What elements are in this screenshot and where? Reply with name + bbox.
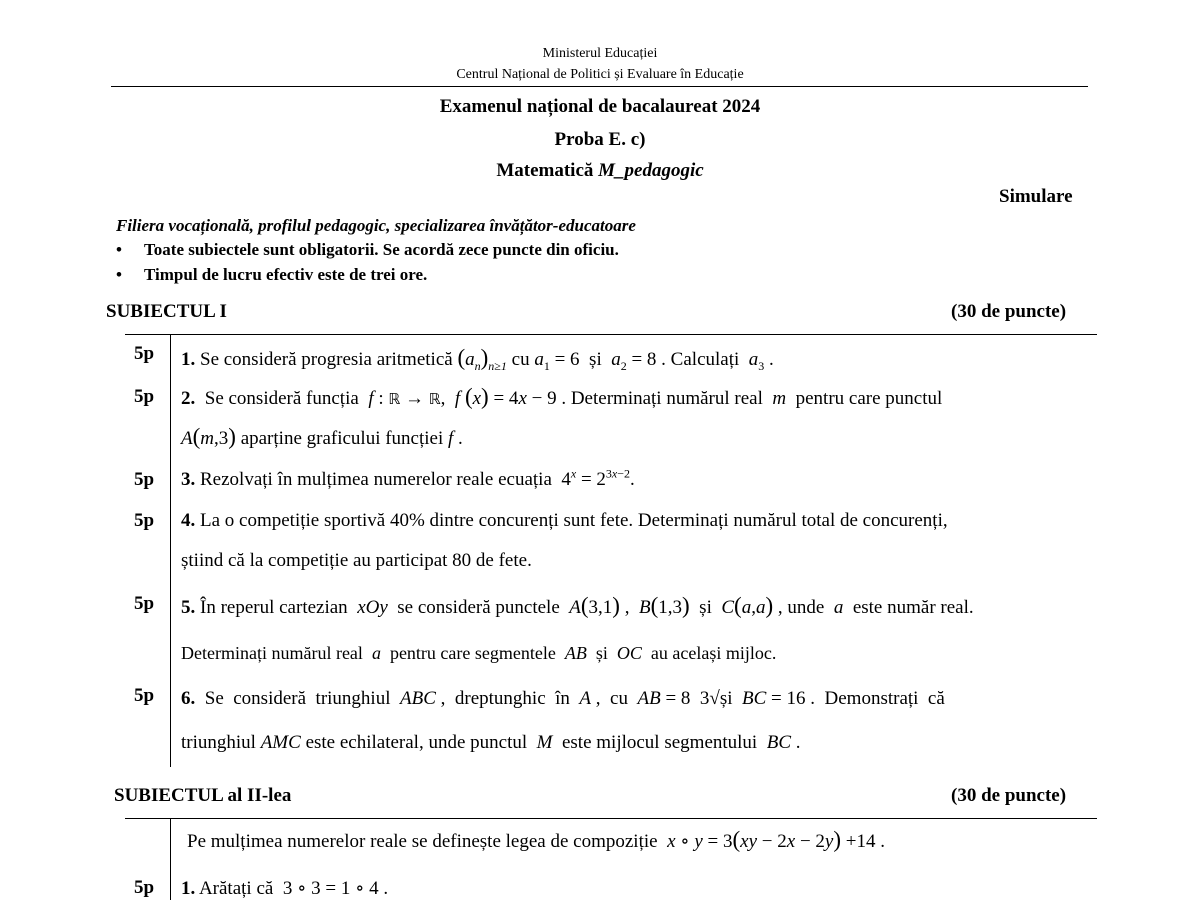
- subject2-points: (30 de puncte): [951, 785, 1067, 806]
- item2-text-line1: 2. Se consideră funcția f : ℝ → ℝ, f (x) = 4x − 9 . Determinați numărul real m pentru care punctul: [181, 384, 943, 409]
- subject2-intro: Pe mulțimea numerelor reale se definește legea de compoziție x ∘ y = 3(xy − 2x − 2y) +14 .: [187, 827, 885, 852]
- subject1-margin-line: [170, 335, 171, 767]
- item5-text-line2: Determinați numărul real a pentru care segmentele AB și OC au același mijloc.: [181, 643, 777, 663]
- ministry-name: Ministerul Educației: [542, 46, 658, 61]
- item1-text: 1. Se consideră progresia aritmetică $(a_n)_{n\ge 1}$ cu $a_1 = 6$ și $a_2 = 8$ . Calculați $a_3$ .: [181, 345, 774, 373]
- subject2-item1-text: 1. Arătați că 3 ∘ 3 = 1 ∘ 4 .: [181, 878, 389, 899]
- item5-points: 5p: [134, 593, 155, 614]
- item3-points: 5p: [134, 469, 155, 490]
- item3-text: 3. Rezolvați în mulțimea numerelor reale ecuația $4^x = 2^{3x-2}$.: [181, 466, 635, 490]
- subject2-title: SUBIECTUL al II-lea: [114, 785, 292, 806]
- subject2-divider: [125, 818, 1097, 819]
- item4-points: 5p: [134, 510, 155, 531]
- item1-points: 5p: [134, 343, 155, 364]
- subject1-divider: [125, 334, 1097, 335]
- item5-text-line1: 5. În reperul cartezian xOy se consideră punctele A(3,1) , B(1,3) și C(a,a) , unde a este număr real.: [181, 593, 974, 618]
- item2-text-line2: A(m,3) aparține graficului funcției f .: [181, 424, 463, 449]
- subject-title: Matematică M_pedagogic: [496, 160, 704, 181]
- item2-points: 5p: [134, 386, 155, 407]
- subject2-margin-line: [170, 819, 171, 900]
- proba-title: Proba E. c): [554, 129, 646, 150]
- item4-text-line2: știind că la competiție au participat 80 de fete.: [181, 550, 532, 571]
- header-divider: [111, 86, 1088, 87]
- instruction-bullet-1: • Toate subiectele sunt obligatorii. Se acordă zece puncte din oficiu.: [116, 240, 619, 259]
- subject2-item1-points: 5p: [134, 877, 155, 898]
- filiera-text: Filiera vocațională, profilul pedagogic, specializarea învățător-educatoare: [116, 216, 636, 235]
- item4-text-line1: 4. La o competiție sportivă 40% dintre concurenți sunt fete. Determinați numărul total de concurenți,: [181, 510, 948, 531]
- item6-points: 5p: [134, 685, 155, 706]
- item6-text-line1: 6. Se consideră triunghiul ABC , dreptunghic în A , cu AB = 8 3√și BC = 16 . Demonstrați că: [181, 688, 945, 709]
- simulare-label: Simulare: [999, 186, 1073, 207]
- instruction-bullet-2: • Timpul de lucru efectiv este de trei ore.: [116, 265, 428, 284]
- bullet-icon: •: [116, 240, 122, 259]
- exam-title: Examenul național de bacalaureat 2024: [439, 96, 761, 117]
- subject1-title: SUBIECTUL I: [106, 301, 227, 322]
- bullet-icon: •: [116, 265, 122, 284]
- subject1-points: (30 de puncte): [951, 301, 1067, 322]
- center-name: Centrul Național de Politici și Evaluare în Educație: [456, 67, 744, 82]
- item6-text-line2: triunghiul AMC este echilateral, unde punctul M este mijlocul segmentului BC .: [181, 732, 801, 753]
